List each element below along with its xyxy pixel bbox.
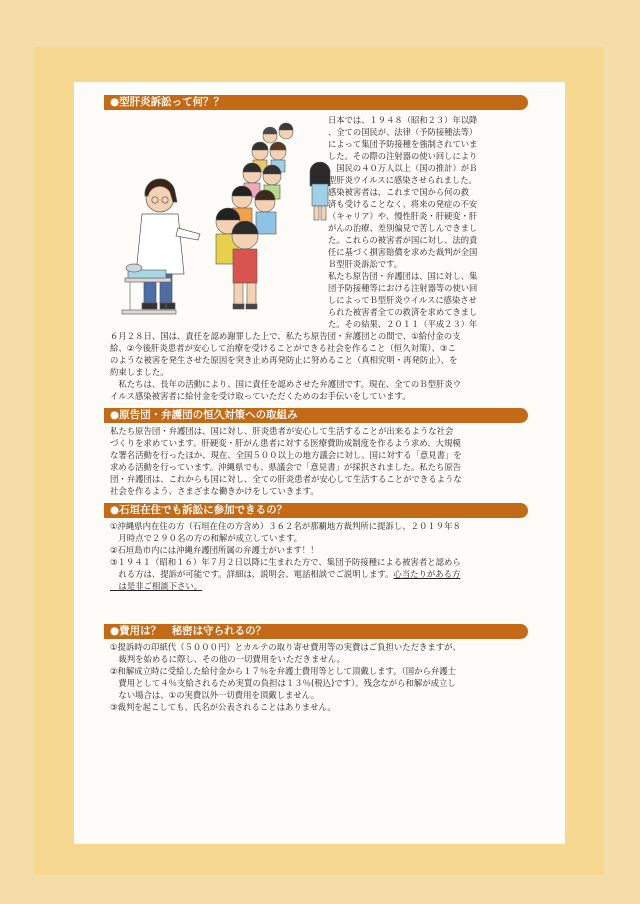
text-line: ①提訴時の印紙代（５０００円）とカルテの取り寄せ費用等の実費はご負担いただきますが、 xyxy=(110,642,461,652)
section-heading-bar xyxy=(104,503,528,518)
text-line: た。これらの被害者が国に対し、法的責 xyxy=(328,235,478,245)
text-line: 私たちは、長年の活動により、国に責任を認めさせた弁護団です。現在、全てのＢ型肝炎ウ xyxy=(110,379,462,389)
text-line: 社会を作るよう、さまざまな働きかけをしていきます。 xyxy=(110,486,319,496)
text-line: ６月２８日、国は、責任を認め謝罪した上で、私たち原告団・弁護団との間で、①給付金の支 xyxy=(110,331,461,341)
text-line: づくりを求めています。肝硬変・肝がん患者に対する医療費助成制度を作るよう求め、大規模 xyxy=(110,438,461,448)
text-line: 求める活動を行っています。沖縄県でも、県議会で「意見書」が採択されました。私たち原告 xyxy=(110,462,462,472)
underlined-text: 心当たりがある方 xyxy=(393,569,461,579)
section-1-right-column xyxy=(328,114,477,330)
text-line: な署名活動を行ったほか、現在、全国５００以上の地方議会に対し、国に対する「意見書」を xyxy=(110,450,462,460)
text-line: 団・弁護団は、これからも国に対し、全ての肝炎患者が安心して生活することができるような xyxy=(110,474,462,484)
section-heading: ●型肝炎訴訟って何？？ xyxy=(110,96,225,108)
text-line: Ｂ型肝炎訴訟です。 xyxy=(328,259,403,269)
section-heading-bar xyxy=(104,95,528,110)
text-line: た。その結果、２０１１（平成２３）年 xyxy=(328,319,478,329)
section-3-body xyxy=(110,520,461,592)
text-line: ①沖縄県内在住の方（石垣在住の方含め）３６２名が那覇地方裁判所に提訴し、２０１９年８ xyxy=(110,521,461,531)
section-heading: ●費用は？ 秘密は守られるの？ xyxy=(110,625,267,637)
section-heading-bar xyxy=(104,408,528,423)
text-line xyxy=(110,568,461,580)
text-line: 任に基づく損害賠償を求めた裁判が全国 xyxy=(328,247,478,257)
text-line: 、全ての国民が、法律（予防接種法等） xyxy=(328,127,478,137)
text-line: ③１９４１（昭和１６）年７月２日以降に生まれた方で、集団予防接種による被害者と認めら xyxy=(110,557,461,567)
text-line: 日本では、１９４８（昭和２３）年以降 xyxy=(328,115,478,125)
text-line: 給、②今後肝炎患者が安心して治療を受けることができる社会を作ること（恒久対策）、③こ xyxy=(110,343,456,353)
text-line: イルス感染被害者に給付金を受け取っていただくためのお手伝いをしています。 xyxy=(110,391,411,401)
underlined-text-line: は是非ご相談下さい。 xyxy=(110,581,203,591)
text-line: ②石垣島市内には沖縄弁護団所属の弁護士がいます！！ xyxy=(110,545,319,555)
text-line: のような被害を発生させた原因を突き止め再発防止に努めること（真相究明・再発防止）、を xyxy=(110,355,458,365)
section-heading-bar xyxy=(104,624,528,639)
text-line: 約束しました。 xyxy=(110,367,169,377)
text-line: 月時点で２９０名の方の和解が成立しています。 xyxy=(110,533,302,543)
text-line: ②和解成立時に受給した給付金から１７％を弁護士費用等として頂戴します。（国から弁護士 xyxy=(110,666,457,676)
section-heading: ●原告団・弁護団の恒久対策への取組み xyxy=(110,409,298,421)
section-2-body xyxy=(110,425,462,497)
text-line: がんの治療、差別偏見で苦しんできまし xyxy=(328,223,478,233)
text-line: ない場合は、①の実費以外一切費用を頂戴しません。 xyxy=(110,690,320,700)
text-span: れる方は、提訴が可能です。詳細は、説明会、電話相談でご説明します。 xyxy=(110,569,394,579)
text-line: 私たち原告団・弁護団は、国に対し、肝炎患者が安心して生活することが出来るような社会 xyxy=(110,426,454,436)
text-line: ③裁判を起こしても、氏名が公表されることはありません。 xyxy=(110,702,336,712)
section-heading: ●石垣在住でも訴訟に参加できるの？ xyxy=(110,504,288,516)
section-1-body xyxy=(110,330,461,402)
text-line: （キャリア）や、慢性肝炎・肝硬変・肝 xyxy=(328,211,478,221)
text-line: した。その際の注射器の使い回しにより xyxy=(328,151,478,161)
section-4-body xyxy=(110,641,461,713)
text-line: 私たち原告団・弁護団は、国に対し、集 xyxy=(328,271,478,281)
text-line: 費用として４％支給されるため実質の負担は１３％(税込)です）。残念ながら和解が成立し xyxy=(110,678,456,688)
vaccination-queue-illustration-icon xyxy=(120,118,355,320)
text-line: 裁判を始めるに際し、その他の一切費用をいただきません。 xyxy=(110,654,346,664)
text-line: 団予防接種等における注射器等の使い回 xyxy=(328,283,478,293)
text-line: 、国民の４０万人以上（国の推計）がＢ xyxy=(328,163,478,173)
text-line: しによってＢ型肝炎ウイルスに感染させ xyxy=(328,295,477,305)
text-line: 済も受けることなく、将来の発症の不安 xyxy=(328,199,478,209)
text-line: 型肝炎ウイルスに感染させられました。 xyxy=(328,175,477,185)
text-line: られた被害者全ての救済を求めてきまし xyxy=(328,307,478,317)
text-line: 感染被害者は、これまで国から何の救 xyxy=(328,187,470,197)
text-line: によって集団予防接種を強制されていま xyxy=(328,139,478,149)
